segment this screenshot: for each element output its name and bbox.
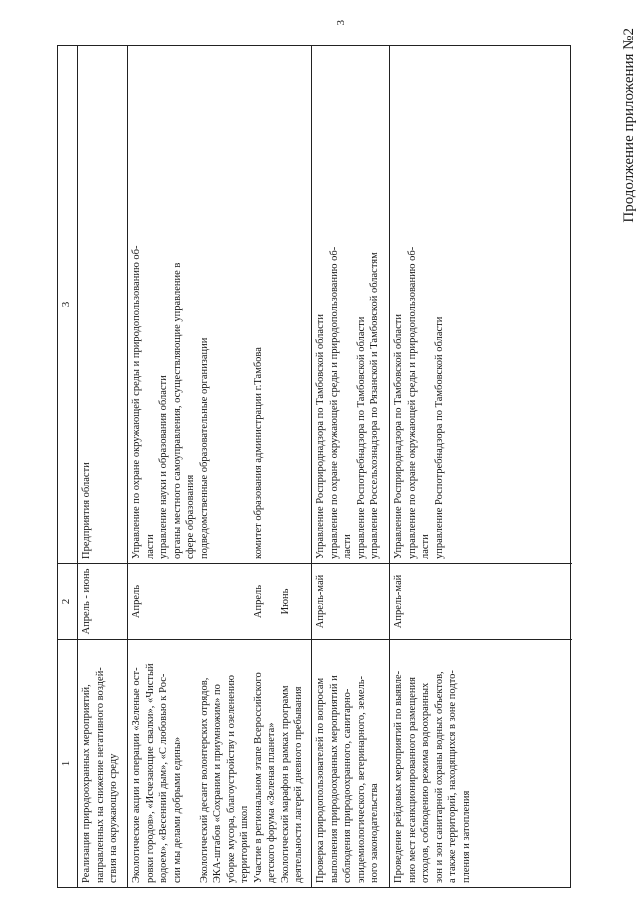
cell-line: [225, 568, 239, 635]
cell-line: [184, 644, 198, 883]
cell-line: Апрель: [131, 584, 142, 619]
cell-line: ласти: [420, 534, 431, 559]
cell-line: эпидемиологического, ветеринарного, земель-: [355, 675, 367, 883]
cell-line: Апрель-май: [393, 574, 404, 629]
header-col-1: 1: [58, 639, 77, 887]
cell-line: Апрель: [252, 584, 264, 619]
cell-activity: [390, 639, 572, 887]
table-row: [312, 46, 390, 887]
cell-activity: [128, 639, 311, 887]
cell-line: Июнь: [279, 588, 291, 615]
cell-line: органы местного самоуправления, осуществляющие управление в: [171, 262, 183, 559]
cell-line: Управление Росприроднадзора по Тамбовской области: [315, 314, 326, 559]
cell-line: зон и зон санитарной охраны водных объектов,: [433, 671, 445, 883]
cell-period: [390, 563, 572, 639]
cell-line: управление по охране окружающей среды и природопользованию об-: [328, 246, 340, 559]
cell-line: сии мы делами добрыми едины»: [171, 736, 183, 883]
cell-line: комитет образования администрации г.Тамбова: [252, 347, 264, 559]
cell-line: управление Роспотребнадзора по Тамбовской области: [433, 316, 445, 559]
cell-period: [128, 563, 311, 639]
cell-line: выполнения природоохранных мероприятий и: [328, 675, 340, 883]
cell-activity: [78, 639, 127, 887]
cell-line: водоем», «Весенний дым», «С любовью к Рос-: [158, 673, 169, 883]
page-number: 3: [335, 20, 347, 26]
cell-responsible: [390, 46, 572, 563]
cell-line: сфере образования: [185, 474, 196, 559]
cell-line: ЭКА-штабов «Сохраним и приумножим» по: [212, 684, 223, 883]
cell-line: управление Россельхознадзора по Рязанской и Тамбовской областям: [369, 252, 380, 559]
table-header-row: [58, 46, 78, 887]
cell-activity: [312, 639, 389, 887]
cell-line: Экологический марафон в рамках программ: [279, 685, 291, 883]
cell-line: детского форума «Зеленая планета»: [266, 722, 277, 883]
cell-line: ласти: [144, 534, 156, 559]
cell-line: [225, 50, 239, 559]
cell-line: [238, 568, 252, 635]
continuation-title: Продолжение приложения №2: [621, 28, 637, 223]
cell-line: подведомственные образовательные организации: [198, 337, 210, 559]
cell-line: [198, 568, 212, 635]
cell-line: Предприятия области: [81, 462, 92, 559]
cell-line: [184, 568, 198, 635]
cell-line: ласти: [342, 534, 353, 559]
cell-responsible: [128, 46, 311, 563]
cell-line: управление по охране окружающей среды и природопользованию об-: [406, 246, 418, 559]
cell-line: Реализация природоохранных мероприятий,: [81, 684, 92, 883]
cell-line: соблюдения природоохранного, санитарно-: [342, 688, 353, 883]
header-col-2: 2: [58, 563, 77, 639]
cell-line: Управление Росприроднадзора по Тамбовской области: [393, 314, 404, 559]
cell-line: Апрель-май: [315, 574, 326, 629]
cell-line: [211, 568, 225, 635]
cell-line: нию мест несанкционированного размещения: [406, 676, 418, 883]
activities-table: [57, 45, 571, 888]
cell-line: Экологический десант волонтерских отрядов,: [198, 677, 210, 883]
cell-line: [144, 568, 158, 635]
cell-period: [312, 563, 389, 639]
table-row: [390, 46, 572, 887]
cell-line: территорий школ: [239, 805, 250, 883]
cell-line: Экологические акции и операции «Зеленые ост-: [131, 667, 142, 883]
header-col-3: 3: [60, 301, 72, 308]
cell-line: Управление по охране окружающей среды и природопользованию об-: [131, 245, 142, 559]
cell-line: Проведение рейдовых мероприятий по выявле-: [393, 670, 404, 883]
cell-line: [211, 50, 225, 559]
cell-line: Участие в региональном этапе Всероссийского: [252, 672, 264, 883]
cell-line: ствия на окружающую среду: [108, 753, 119, 883]
cell-line: [171, 568, 185, 635]
cell-line: ного законодательства: [369, 783, 380, 883]
cell-line: управление Роспотребнадзора по Тамбовской области: [355, 316, 367, 559]
cell-line: Проверка природопользователей по вопросам: [315, 677, 326, 883]
cell-period: [78, 563, 127, 639]
cell-line: уборке мусора, благоустройству и озеленению: [225, 675, 237, 883]
cell-line: [157, 568, 171, 635]
cell-line: Апрель - июнь: [81, 568, 92, 635]
cell-line: [238, 50, 252, 559]
table-row: [78, 46, 128, 887]
cell-line: а также территорий, находящихся в зоне подто-: [447, 670, 458, 883]
cell-line: отходов, соблюдению режима водоохранных: [420, 682, 431, 883]
cell-responsible: [78, 46, 127, 563]
cell-line: пления и затопления: [460, 790, 472, 883]
cell-line: ровки городов», «Исчезающие свалки», «Чистый: [144, 663, 156, 883]
table-row: [128, 46, 312, 887]
cell-line: деятельности лагерей дневного пребывания: [293, 686, 304, 883]
cell-line: направленных на снижение негативного воздей-: [94, 667, 106, 883]
cell-line: управление науки и образования области: [158, 375, 169, 559]
cell-line: [265, 568, 279, 635]
cell-responsible: [312, 46, 389, 563]
